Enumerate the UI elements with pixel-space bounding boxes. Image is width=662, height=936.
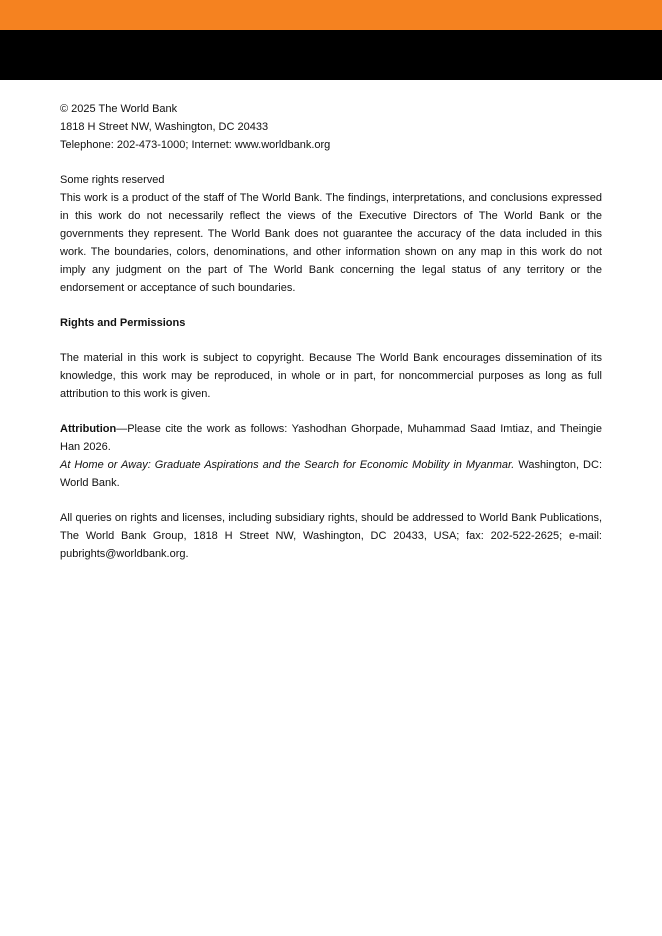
header-black-band: [0, 30, 662, 80]
attribution-label: Attribution: [60, 423, 117, 435]
street-address: 1818 H Street NW, Washington, DC 20433: [60, 121, 269, 133]
citation-title: At Home or Away: Graduate Aspirations and the Search for Economic Mobility in Myanmar.: [60, 459, 515, 471]
rights-body: This work is a product of the staff of The World Bank. The findings, interpretations, and conclusions expressed in this work do not necessarily reflect the views of the Executive Directors of The World Bank or the governments they represent. The World Bank does not guarantee the accuracy of the data included in this work. The boundaries, colors, denominations, and other information shown on any map in this work do not imply any judgment on the part of The World Bank concerning the legal status of any territory or the endorsement or acceptance of such boundaries.: [60, 192, 602, 294]
permissions-heading: Rights and Permissions: [60, 317, 186, 329]
attribution-paragraph: [60, 420, 602, 456]
attribution-text: —Please cite the work as follows: Yashodhan Ghorpade, Muhammad Saad Imtiaz, and Theingie Han 2026.: [60, 423, 602, 453]
contact-line: Telephone: 202-473-1000; Internet: www.worldbank.org: [60, 139, 331, 151]
top-orange-band: [0, 0, 662, 30]
copyright-page-content: [60, 100, 602, 563]
citation-paragraph: [60, 456, 602, 492]
queries-body: All queries on rights and licenses, including subsidiary rights, should be addressed to World Bank Publications, The World Bank Group, 1818 H Street NW, Washington, DC 20433, USA; fax: 202-522-2625; e-mail: pubrights@worldbank.org.: [60, 512, 602, 560]
permissions-body: The material in this work is subject to copyright. Because The World Bank encourages dissemination of its knowledge, this work may be reproduced, in whole or in part, for noncommercial purposes as long as full attribution to this work is given.: [60, 352, 602, 400]
copyright-line: © 2025 The World Bank: [60, 103, 178, 115]
rights-heading: Some rights reserved: [60, 174, 165, 186]
citation-publisher: Washington, DC: World Bank.: [60, 459, 603, 489]
